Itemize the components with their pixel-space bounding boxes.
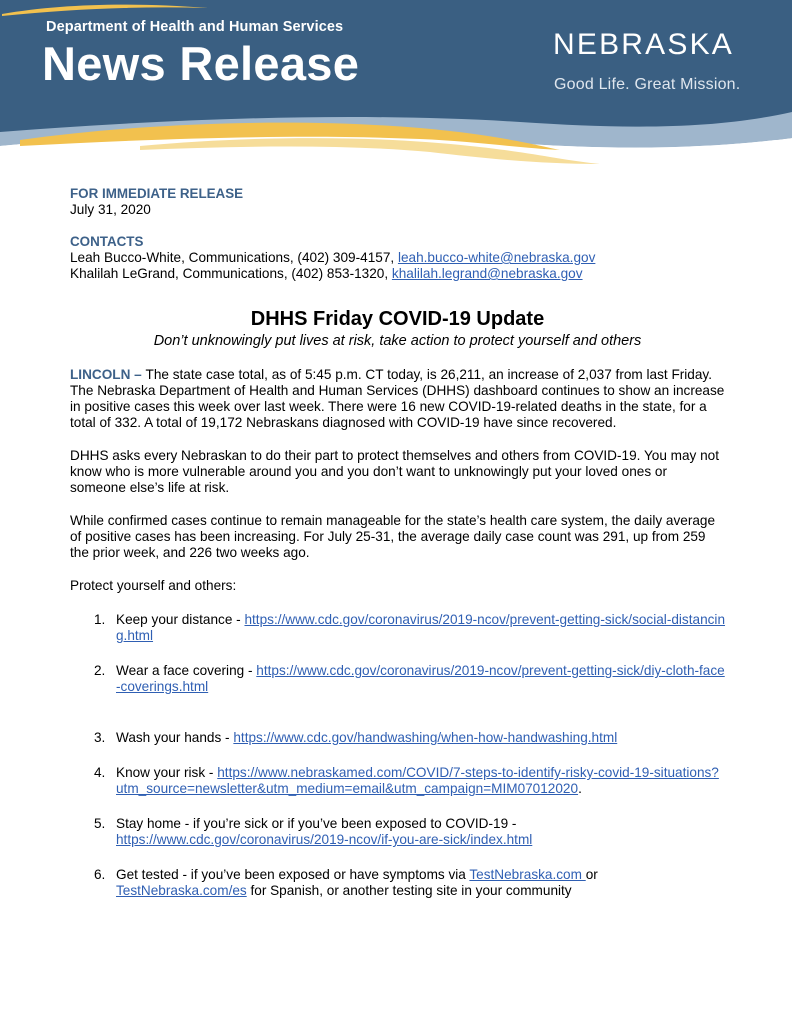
release-date: July 31, 2020: [70, 202, 151, 217]
contact-2: [70, 266, 725, 282]
release-content: [70, 186, 725, 899]
step-link[interactable]: https://www.cdc.gov/coronavirus/2019-ncov/prevent-getting-sick/social-distancing.html: [116, 612, 726, 643]
contacts-label: CONTACTS: [70, 234, 144, 249]
step-after: for Spanish, or another testing site in your community: [246, 883, 572, 898]
step-number: 3.: [94, 730, 106, 745]
step-text: Wear a face covering -: [116, 663, 257, 678]
testnebraska-es-link[interactable]: TestNebraska.com/es: [116, 883, 247, 898]
protect-intro: Protect yourself and others:: [70, 578, 237, 593]
step-link[interactable]: https://www.cdc.gov/coronavirus/2019-ncov/if-you-are-sick/index.html: [116, 832, 533, 847]
step-number: 6.: [94, 867, 106, 882]
step-number: 1.: [94, 612, 106, 627]
step-link[interactable]: https://www.nebraskamed.com/COVID/7-steps-to-identify-risky-covid-19-situations?utm_source=newsletter&utm_medium=email&utm_campaign=MIM07012020: [116, 765, 719, 796]
nebraska-logo: NEBRASKA: [553, 28, 734, 61]
step-number: 2.: [94, 663, 106, 678]
step-text: Stay home - if you’re sick or if you’ve been exposed to COVID-19 -: [116, 816, 517, 831]
list-item: [70, 867, 725, 899]
step-number: 4.: [94, 765, 106, 780]
tagline: Good Life. Great Mission.: [554, 76, 741, 93]
contact-1-text: Leah Bucco-White, Communications, (402) 309-4157,: [70, 250, 398, 265]
step-mid: or: [585, 867, 598, 882]
step-text: Keep your distance -: [116, 612, 245, 627]
list-item: [70, 765, 725, 797]
step-text: Get tested - if you’ve been exposed or have symptoms via: [116, 867, 470, 882]
step-number: 5.: [94, 816, 106, 831]
step-link[interactable]: https://www.cdc.gov/coronavirus/2019-ncov/prevent-getting-sick/diy-cloth-face-coverings.html: [116, 663, 725, 694]
location-label: LINCOLN –: [70, 367, 146, 382]
protect-steps-list: [70, 612, 725, 899]
list-item: [70, 663, 725, 695]
article-subtitle: Don’t unknowingly put lives at risk, take action to protect yourself and others: [153, 333, 642, 349]
article-title: DHHS Friday COVID-19 Update: [250, 308, 545, 330]
news-release-title: News Release: [42, 37, 360, 90]
paragraph-2: DHHS asks every Nebraskan to do their part to protect themselves and others from COVID-19. You may not know who is more vulnerable around you and you don’t want to unknowingly put your loved ones or someone else’s life at risk.: [70, 448, 720, 495]
contact-2-email-link[interactable]: khalilah.legrand@nebraska.gov: [391, 266, 583, 281]
step-after: .: [578, 781, 582, 796]
release-label: FOR IMMEDIATE RELEASE: [70, 186, 244, 201]
contact-2-text: Khalilah LeGrand, Communications, (402) 853-1320,: [70, 266, 392, 281]
step-link[interactable]: https://www.cdc.gov/handwashing/when-how-handwashing.html: [233, 730, 618, 745]
contact-1: [70, 250, 725, 266]
paragraph-3: While confirmed cases continue to remain manageable for the state’s health care system, the daily average of positive cases has been increasing. For July 25-31, the average daily case count was 291, up from 259 the prior week, and 226 two weeks ago.: [70, 513, 716, 560]
list-item: [70, 816, 725, 848]
paragraph-1-text: The state case total, as of 5:45 p.m. CT today, is 26,211, an increase of 2,037 from last Friday. The Nebraska Department of Health and Human Services (DHHS) dashboard continues to show an increase in positive cases this week over last week. There were 16 new COVID-19-related deaths in the state, for a total of 332. A total of 19,172 Nebraskans diagnosed with COVID-19 have since recovered.: [70, 367, 725, 430]
paragraph-1: [70, 367, 725, 431]
header-banner: [0, 0, 792, 175]
step-text: Wash your hands -: [116, 730, 234, 745]
contact-1-email-link[interactable]: leah.bucco-white@nebraska.gov: [397, 250, 596, 265]
logo-swoosh-icon: [0, 0, 210, 18]
list-item: [70, 612, 725, 644]
testnebraska-link[interactable]: TestNebraska.com: [469, 867, 586, 882]
department-name: Department of Health and Human Services: [46, 19, 344, 35]
step-text: Know your risk -: [116, 765, 218, 780]
list-item: [70, 730, 725, 746]
